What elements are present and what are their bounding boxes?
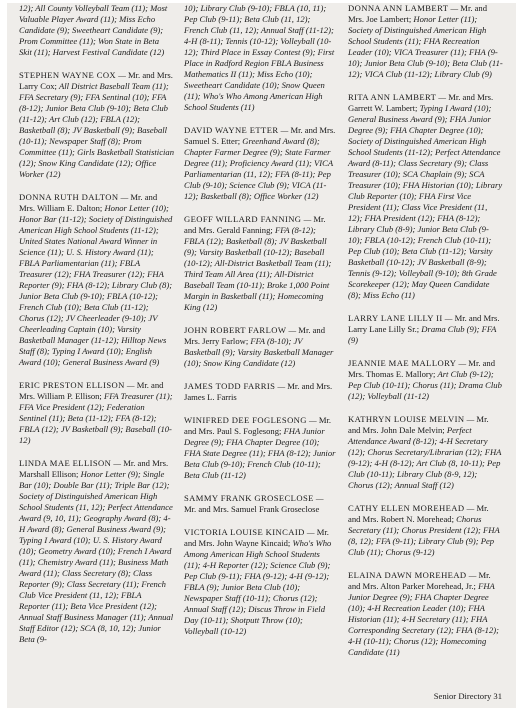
parents-names: Mr. and Mrs. Marshall Ellison;: [19, 458, 169, 479]
student-entry: WINIFRED DEE FOGLESONG — Mr. and Mrs. Paul S. Foglesong; FHA Junior Degree (9); FHA Chapter Degree (10); FHA State Degree (11); FHA (8-12); Junior Beta Club (9-10); French Club (10-11); Beta Club (11-12): [184, 415, 336, 480]
student-name: WINIFRED DEE FOGLESONG: [184, 415, 307, 425]
parents-names: Mr. and Mrs. James L. Farris: [184, 381, 333, 402]
student-entry: ELAINA DAWN MOREHEAD — Mr. and Mrs. Alton Parker Morehead, Jr.; FHA Junior Degree (9); FHA Chapter Degree (10); 4-H Recreation Leader (10); FHA Historian (11); 4-H Secretary (11); FHA Corresponding Secretary (12); FHA (8-12); 4-H (10-11); Chorus (12); Homecoming Candidate (11): [348, 570, 499, 657]
parents-names: Mr. and Mrs. Joe Lambert;: [348, 3, 488, 24]
activities-text: All District Baseball Team (11); FFA Secretary (9); FFA Sentinal (10); FFA (8-12); Junior Beta Club (9-10); Beta Club (11-12); Art Club (12); FBLA (12); Basketball (8); JV Basketball (9); Baseball (10-11); Newspaper Staff (8); Prom Committee (11); Girls Basketball Statistician (12); Snow King Candidate (12); Office Worker (12): [19, 81, 174, 179]
parents-names: Mr. and Mrs. Larry Cox;: [19, 70, 173, 91]
parents-names: Mr. and Mrs. John Dale Melvin;: [348, 414, 489, 435]
parents-names: Mr. and Mrs. Larry Lane Lilly Sr.;: [348, 313, 500, 334]
student-entry: JOHN ROBERT FARLOW — Mr. and Mrs. Jerry Farlow; FFA (8-10); JV Basketball (9); Varsity Basketball Manager (10); Snow King Candidate (12): [184, 325, 334, 368]
parents-names: Mr. and Mrs. Samuel S. Etter;: [184, 125, 336, 146]
parents-names: Mr. and Mrs. Gerald Fanning;: [184, 214, 326, 235]
student-name: DONNA RUTH DALTON: [19, 192, 119, 202]
page-footer: Senior Directory 31: [433, 691, 502, 701]
activities-text: Greenhand Award (8); Chapter Farmer Degree (9); State Farmer Degree (11); Proficiency Award (11); VICA Parliamentarian (11, 12); FFA (8-11); Pep Club (9-10); Science Club (9); VICA (11-12); Basketball (8); Office Worker (12): [184, 136, 333, 201]
activities-text: FFA (8-12); FBLA (12); Basketball (8); JV Basketball (9); Varsity Basketball (10-12); Baseball (10-12); All-District Basketball Team (11); Third Team All Area (11); All-District Baseball Team (10-11); Broke 1,000 Point Margin in Basketball (11); Homecoming King (12): [184, 225, 332, 312]
student-name: RITA ANN LAMBERT: [348, 92, 437, 102]
student-name: GEOFF WILLARD FANNING: [184, 214, 302, 224]
student-entry: SAMMY FRANK GROSECLOSE — Mr. and Mrs. Samuel Frank Groseclose: [184, 493, 324, 514]
student-entry: DONNA RUTH DALTON — Mr. and Mrs. William E. Dalton; Honor Letter (10); Honor Bar (11-12); Society of Distinguished American High School Students (11-12); United States National Award Winner in Science (11); U. S. History Award (11); FBLA Parliamentarian (11); FBLA Treasurer (12); FHA Treasurer (12); FHA Reporter (9); FHA (8-12); Library Club (8); Junior Beta Club (9-10); FBLA (10-12); French Club (10); Beta Club (11-12); Chorus (12); JV Cheerleader (9-10); JV Cheerleading Captain (10); Varsity Basketball Manager (11-12); Hilltop News Staff (8); Typing I Award (10); English Award (10); General Business Award (9): [19, 192, 173, 367]
continued-entry: 10); Library Club (9-10); FBLA (10, 11); Pep Club (9-11); Beta Club (11, 12); French Club (11, 12); Annual Staff (11-12); 4-H (8-11); Tennis (10-12); Volleyball (10-12); Third Place in Essay Contest (9); First Place in Radford Region FBLA Business Mathematics II (11); Miss Echo (10); Sweetheart Candidate (10); Snow Queen (11); Who's Who Among American High School Students (11): [184, 3, 335, 112]
activities-text: Chorus Secretary (11); Chorus President (12); FHA (8, 12); FFA (9-11); Library Club (9); Pep Club (11); Chorus (9-12): [348, 514, 500, 557]
activities-text: Honor Letter (10); Honor Bar (11-12); Society of Distinguished American High School Students (11-12); United States National Award Winner in Science (11); U. S. History Award (11); FBLA Parliamentarian (11); FBLA Treasurer (12); FHA Treasurer (12); FHA Reporter (9); FHA (8-12); Library Club (8); Junior Beta Club (9-10); FBLA (10-12); French Club (10); Beta Club (11-12); Chorus (12); JV Cheerleader (9-10); JV Cheerleading Captain (10); Varsity Basketball Manager (11-12); Hilltop News Staff (8); Typing I Award (10); English Award (10); General Business Award (9): [19, 203, 173, 367]
continued-entry: 12); All County Volleyball Team (11); Most Valuable Player Award (11); Miss Echo Candidate (9); Sweetheart Candidate (9); Prom Committee (11); Won State in Beta Skit (11); Harvest Festival Candidate (12): [19, 3, 168, 57]
parents-names: Mr. and Mrs. William E. Dalton;: [19, 192, 158, 213]
student-name: LINDA MAE ELLISON: [19, 458, 112, 468]
student-name: JAMES TODD FARRIS: [184, 381, 276, 391]
student-entry: CATHY ELLEN MOREHEAD — Mr. and Mrs. Robert N. Morehead; Chorus Secretary (11); Chorus President (12); FHA (8, 12); FFA (9-11); Library Club (9); Pep Club (11); Chorus (9-12): [348, 503, 500, 557]
parents-names: Mr. and Mrs. Jerry Farlow;: [184, 325, 326, 346]
activities-text: Honor Letter (11); Society of Distinguished American High School Students (11); FHA Recreation Leader (10); VICA Treasurer (11); FHA (9-10); Junior Beta Club (9-10); Beta Club (11-12); VICA Club (11-12); Library Club (9): [348, 14, 503, 79]
student-entry: JAMES TODD FARRIS — Mr. and Mrs. James L. Farris: [184, 381, 333, 402]
student-entry: JEANNIE MAE MALLORY — Mr. and Mrs. Thomas E. Mallory; Art Club (9-12); Pep Club (10-11); Chorus (11); Drama Club (12); Volleyball (11-12): [348, 358, 502, 401]
student-name: CATHY ELLEN MOREHEAD: [348, 503, 465, 513]
activities-text: Who's Who Among American High School Students (11); 4-H Reporter (12); Science Club (9); Pep Club (9-11); FHA (9-12); 4-H (9-12); FBLA (9); Junior Beta Club (10); Newspaper Staff (10-11); Chorus (12); Annual Staff (12); Discus Throw in Field Day (10-11); Shotputt Throw (10); Volleyball (10-12): [184, 538, 332, 636]
student-name: STEPHEN WAYNE COX: [19, 70, 117, 80]
student-name: JOHN ROBERT FARLOW: [184, 325, 287, 335]
activities-text: FFA (8-10); JV Basketball (9); Varsity Basketball Manager (10); Snow King Candidate (12): [184, 336, 334, 368]
student-name: VICTORIA LOUISE KINCAID: [184, 527, 305, 537]
column-3: [348, 3, 503, 670]
student-name: DONNA ANN LAMBERT: [348, 3, 449, 13]
student-entry: RITA ANN LAMBERT — Mr. and Mrs. Garrett W. Lambert; Typing I Award (10); General Business Award (9); FHA Junior Degree (9); FHA Chapter Degree (10); Society of Distinguished American High School Students (11-12); Perfect Attendance Award (8-11); Class Secretary (9); Class Treasurer (10); SCA Chaplain (9); SCA Treasurer (10); FHA Historian (10); Library Club Reporter (10); FHA First Vice President (11); Class Vice President (11, 12); FHA President (12); FHA (8-12); Library Club (8-9); Junior Beta Club (9-10); FBLA (10-12); French Club (10-11); Pep Club (10); Beta Club (11-12); Varsity Basketball (10-12); JV Basketball (8-9); Tennis (9-12); Volleyball (9-10); 8th Grade Scorekeeper (12); May Queen Candidate (8); Miss Echo (11): [348, 92, 503, 300]
activities-text: Typing I Award (10); General Business Award (9); FHA Junior Degree (9); FHA Chapter Degree (10); Society of Distinguished American High School Students (11-12); Perfect Attendance Award (8-11); Class Secretary (9); Class Treasurer (10); SCA Chaplain (9); SCA Treasurer (10); FHA Historian (10); Library Club Reporter (10); FHA First Vice President (11); Class Vice President (11, 12); FHA President (12); FHA (8-12); Library Club (8-9); Junior Beta Club (9-10); FBLA (10-12); French Club (10-11); Pep Club (10); Beta Club (11-12); Varsity Basketball (10-12); JV Basketball (8-9); Tennis (9-12); Volleyball (9-10); 8th Grade Scorekeeper (12); May Queen Candidate (8); Miss Echo (11): [348, 103, 503, 300]
student-entry: KATHRYN LOUISE MELVIN — Mr. and Mrs. John Dale Melvin; Perfect Attendance Award (8-12); 4-H Secretary (12); Chorus Secretary/Librarian (12); FHA (9-12); 4-H (8-12); Art Club (8, 10-11); Pep Club (10-11); Library Club (8-9, 12); Chorus (12); Annual Staff (12): [348, 414, 502, 490]
parents-names: Mr. and Mrs. Alton Parker Morehead, Jr.;: [348, 570, 491, 591]
parents-names: Mr. and Mrs. William P. Ellison;: [19, 380, 164, 401]
student-name: LARRY LANE LILLY II: [348, 313, 443, 323]
student-entry: GEOFF WILLARD FANNING — Mr. and Mrs. Gerald Fanning; FFA (8-12); FBLA (12); Basketball (8); JV Basketball (9); Varsity Basketball (10-12); Baseball (10-12); All-District Basketball Team (11); Third Team All Area (11); All-District Baseball Team (10-11); Broke 1,000 Point Margin in Basketball (11); Homecoming King (12): [184, 214, 332, 312]
column-2: [184, 3, 337, 649]
student-entry: STEPHEN WAYNE COX — Mr. and Mrs. Larry Cox; All District Baseball Team (11); FFA Secretary (9); FFA Sentinal (10); FFA (8-12); Junior Beta Club (9-10); Beta Club (11-12); Art Club (12); FBLA (12); Basketball (8); JV Basketball (9); Baseball (10-11); Newspaper Staff (8); Prom Committee (11); Girls Basketball Statistician (12); Snow King Candidate (12); Office Worker (12): [19, 70, 174, 179]
parents-names: Mr. and Mrs. Samuel Frank Groseclose: [184, 504, 320, 514]
student-name: ERIC PRESTON ELLISON: [19, 380, 125, 390]
student-entry: DONNA ANN LAMBERT — Mr. and Mrs. Joe Lambert; Honor Letter (11); Society of Distinguished American High School Students (11); FHA Recreation Leader (10); VICA Treasurer (11); FHA (9-10); Junior Beta Club (9-10); Beta Club (11-12); VICA Club (11-12); Library Club (9): [348, 3, 503, 79]
student-entry: LINDA MAE ELLISON — Mr. and Mrs. Marshall Ellison; Honor Letter (9); Single Bar (10); Double Bar (11); Triple Bar (12); Society of Distinguished American High School Students (11, 12); Perfect Attendance Award (9, 10, 11); Geography Award (8); 4-H Award (8); General Business Award (9); Typing I Award (10); U. S. History Award (10); Geometry Award (10); French I Award (11); Chemistry Award (11); Business Math Award (11); Class Secretary (8); Class Reporter (9); Class Secretary (11); French Club Vice President (11, 12); FBLA Reporter (11); Beta Vice President (12); Annual Staff Business Manager (11); Annual Staff Editor (12); SCA (8, 10, 12); Junior Beta (9-: [19, 458, 174, 644]
student-name: DAVID WAYNE ETTER: [184, 125, 279, 135]
activities-text: FFA Treasurer (11); FFA Vice President (12); Federation Sentinel (11); Beta (11-12); FFA (8-12); FBLA (12); JV Basketball (9); Baseball (10-12): [19, 391, 173, 445]
parents-names: Mr. and Mrs. John Wayne Kincaid;: [184, 527, 329, 548]
student-name: ELAINA DAWN MOREHEAD: [348, 570, 467, 580]
parents-names: Mr. and Mrs. Garrett W. Lambert;: [348, 92, 494, 113]
student-entry: LARRY LANE LILLY II — Mr. and Mrs. Larry Lane Lilly Sr.; Drama Club (9); FFA (9): [348, 313, 500, 345]
student-name: JEANNIE MAE MALLORY: [348, 358, 457, 368]
activities-text: Honor Letter (9); Single Bar (10); Double Bar (11); Triple Bar (12); Society of Distinguished American High School Students (11, 12); Perfect Attendance Award (9, 10, 11); Geography Award (8); 4-H Award (8); General Business Award (9); Typing I Award (10); U. S. History Award (10); Geometry Award (10); French I Award (11); Chemistry Award (11); Business Math Award (11); Class Secretary (8); Class Reporter (9); Class Secretary (11); French Club Vice President (11, 12); FBLA Reporter (11); Beta Vice President (12); Annual Staff Business Manager (11); Annual Staff Editor (12); SCA (8, 10, 12); Junior Beta (9-: [19, 469, 174, 644]
student-name: SAMMY FRANK GROSECLOSE: [184, 493, 314, 503]
activities-text: FHA Junior Degree (9); FHA Chapter Degree (10); FHA State Degree (11); FHA (8-12); Junior Beta Club (9-10); French Club (10-11); Beta Club (11-12): [184, 426, 336, 480]
parents-names: Mr. and Mrs. Robert N. Morehead;: [348, 503, 489, 524]
parents-names: Mr. and Mrs. Thomas E. Mallory;: [348, 358, 496, 379]
student-entry: VICTORIA LOUISE KINCAID — Mr. and Mrs. John Wayne Kincaid; Who's Who Among American High School Students (11); 4-H Reporter (12); Science Club (9); Pep Club (9-11); FHA (9-12); 4-H (9-12); FBLA (9); Junior Beta Club (10); Newspaper Staff (10-11); Chorus (12); Annual Staff (12); Discus Throw in Field Day (10-11); Shotputt Throw (10); Volleyball (10-12): [184, 527, 332, 636]
student-entry: ERIC PRESTON ELLISON — Mr. and Mrs. William P. Ellison; FFA Treasurer (11); FFA Vice President (12); Federation Sentinel (11); Beta (11-12); FFA (8-12); FBLA (12); JV Basketball (9); Baseball (10-12): [19, 380, 173, 445]
activities-text: Drama Club (9); FFA (9): [348, 324, 497, 345]
parents-names: Mr. and Mrs. Paul S. Foglesong;: [184, 415, 332, 436]
student-name: KATHRYN LOUISE MELVIN: [348, 414, 465, 424]
directory-page: [7, 3, 516, 708]
activities-text: FHA Junior Degree (9); FHA Chapter Degree (10); 4-H Recreation Leader (10); FHA Historian (11); 4-H Secretary (11); FHA Corresponding Secretary (12); FHA (8-12); 4-H (10-11); Chorus (12); Homecoming Candidate (11): [348, 581, 499, 657]
activities-text: Perfect Attendance Award (8-12); 4-H Secretary (12); Chorus Secretary/Librarian (12); FHA (9-12); 4-H (8-12); Art Club (8, 10-11); Pep Club (10-11); Library Club (8-9, 12); Chorus (12); Annual Staff (12): [348, 425, 502, 490]
column-1: [19, 3, 174, 657]
activities-text: Art Club (9-12); Pep Club (10-11); Chorus (11); Drama Club (12); Volleyball (11-12): [348, 369, 502, 401]
student-entry: DAVID WAYNE ETTER — Mr. and Mrs. Samuel S. Etter; Greenhand Award (8); Chapter Farmer Degree (9); State Farmer Degree (11); Proficiency Award (11); VICA Parliamentarian (11, 12); FFA (8-11); Pep Club (9-10); Science Club (9); VICA (11-12); Basketball (8); Office Worker (12): [184, 125, 336, 201]
